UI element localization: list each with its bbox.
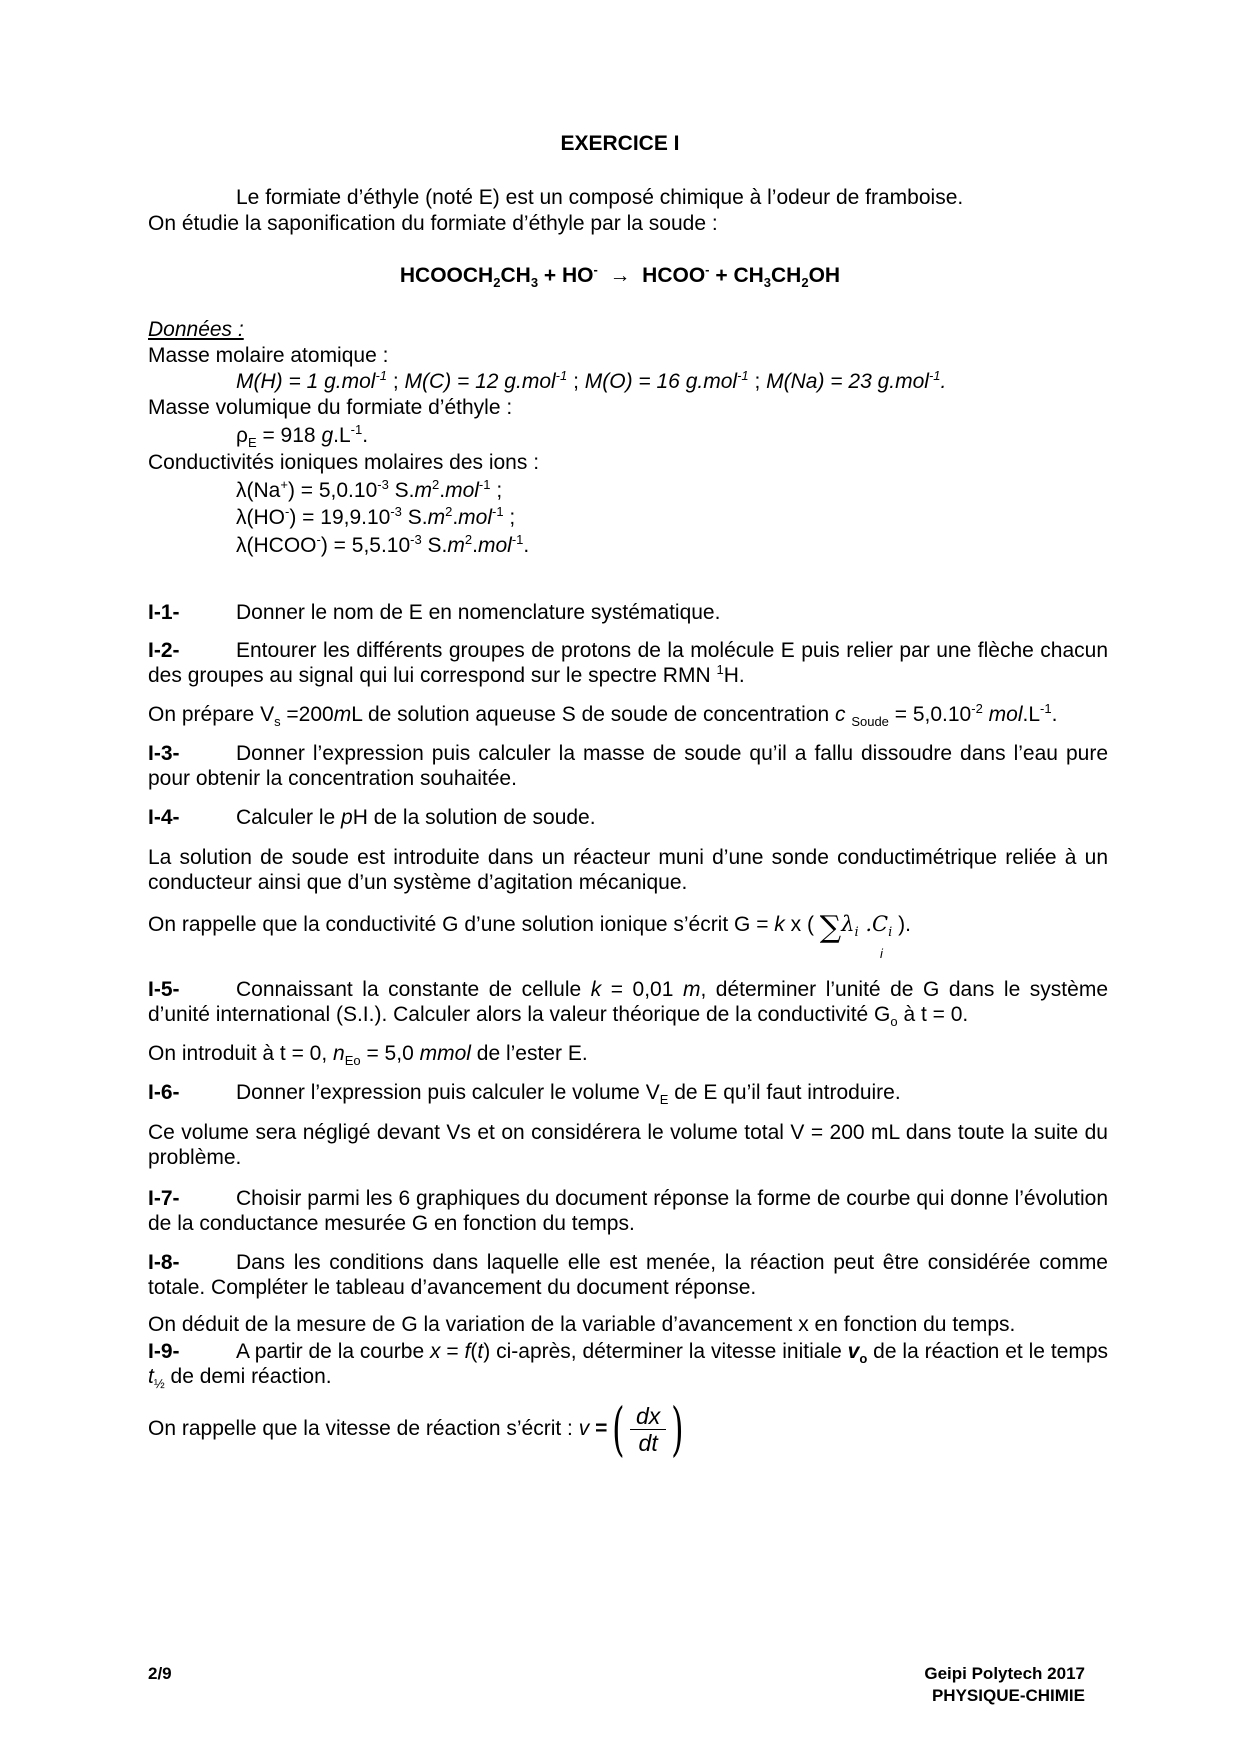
question-2: I-2- Entourer les différents groupes de protons de la molécule E puis relier par une flèche chacun des groupes au signal qui lui correspond sur le spectre RMN $^1$H. bbox=[148, 639, 1108, 687]
data-heading: Données : bbox=[148, 318, 244, 341]
question-7: I-7- Choisir parmi les 6 graphiques du document réponse la forme de courbe qui donne l’évolution de la conductance mesurée G en fonction du temps. bbox=[148, 1187, 1108, 1235]
molar-mass-values: M(H) = 1 g.mol$^{-1}$ ; M(C) = 12 g.mol$^{-1}$ ; M(O) = 16 g.mol$^{-1}$ ; M(Na) = 23 g.mol$^{-1}$. bbox=[236, 368, 947, 393]
deduction-line: On déduit de la mesure de G la variation de la variable d’avancement x en fonction du temps. bbox=[148, 1313, 1016, 1336]
ester-intro: On introduit à t = 0, $n_{Eo} = 5,0$ mmol de l’ester E. bbox=[148, 1042, 588, 1069]
footer-school: Geipi Polytech 2017 bbox=[924, 1664, 1085, 1683]
question-4: I-4- Calculer le pH de la solution de soude. bbox=[148, 806, 596, 829]
question-6: I-6- Donner l’expression puis calculer le volume $V_E$ de E qu’il faut introduire. bbox=[148, 1081, 901, 1108]
conductivity-formula: On rappelle que la conductivité G d’une solution ionique s’écrit G = k x ( $\sum\lambda_i$ $.C_i$ ). bbox=[148, 910, 911, 945]
page-number: 2/9 bbox=[148, 1664, 172, 1683]
question-3: I-3- Donner l’expression puis calculer la masse de soude qu’il a fallu dissoudre dans l’eau pure pour obtenir la concentration souhaitée. bbox=[148, 742, 1108, 790]
open-paren: ( bbox=[612, 1395, 625, 1463]
sum-index: i bbox=[880, 946, 883, 961]
close-paren: ) bbox=[671, 1395, 684, 1463]
conductivity-ho: $\lambda(HO^-) = 19,9.10^{-3}$ $S.m^2.mol^{-1}$ ; bbox=[236, 504, 516, 529]
conductivity-label: Conductivités ioniques molaires des ions : bbox=[148, 451, 540, 474]
volume-paragraph: Ce volume sera négligé devant Vs et on considérera le volume total V = 200 mL dans toute la suite du problème. bbox=[148, 1121, 1108, 1169]
intro-line-1: Le formiate d’éthyle (noté E) est un composé chimique à l’odeur de framboise. bbox=[236, 186, 964, 209]
reaction-equation: $HCOOCH_2CH_3 + HO^-$ → HCOO- + $CH_3CH_2OH$ bbox=[399, 262, 841, 291]
density-label: Masse volumique du formiate d’éthyle : bbox=[148, 396, 513, 419]
fraction: $\frac{dx}{dt}$ bbox=[630, 1403, 666, 1456]
solution-paragraph: La solution de soude est introduite dans un réacteur muni d’une sonde conductimétrique reliée à un conducteur ainsi que d’un système d’agitation mécanique. bbox=[148, 846, 1108, 894]
rate-formula: On rappelle que la vitesse de réaction s’écrit : v = ( $\frac{dx}{dt}$ ) bbox=[148, 1395, 684, 1463]
footer-subject: PHYSIQUE-CHIMIE bbox=[931, 1686, 1085, 1705]
question-1: I-1- Donner le nom de E en nomenclature systématique. bbox=[148, 601, 721, 624]
density-value: $\rho_E = 918$ $g.L^{-1}$. bbox=[236, 422, 369, 451]
conductivity-na: $\lambda(Na^+) = 5,0.10^{-3}$ $S.m^2.mol^{-1}$ ; bbox=[236, 477, 503, 502]
question-5: I-5- Connaissant la constante de cellule k = 0,01 m, déterminer l’unité de G dans le système d’unité international (S.I.). Calculer alors la valeur théorique de la conductivité $G_o$ à t = 0. bbox=[148, 978, 1108, 1030]
molar-mass-label: Masse molaire atomique : bbox=[148, 344, 389, 367]
exercise-title: EXERCICE I bbox=[560, 132, 680, 155]
solution-prep: On prépare $V_s =200mL$ de solution aqueuse S de soude de concentration c $_{Soude} = 5,0.10^{-2}$ $mol.L^{-1}$. bbox=[148, 701, 1058, 730]
conductivity-hcoo: λ(HCOO-) = $5,5.10^{-3}$ $S.m^2.mol^{-1}$. bbox=[236, 532, 530, 557]
question-9: I-9- A partir de la courbe x = f(t) ci-après, déterminer la vitesse initiale $v_o$ de la réaction et le temps $t_{\frac{1}{2}}$ de demi réaction. bbox=[148, 1340, 1109, 1392]
question-8: I-8- Dans les conditions dans laquelle elle est menée, la réaction peut être considérée comme totale. Compléter le tableau d’avancement du document réponse. bbox=[148, 1251, 1108, 1299]
intro-line-2: On étudie la saponification du formiate d’éthyle par la soude : bbox=[148, 212, 718, 235]
